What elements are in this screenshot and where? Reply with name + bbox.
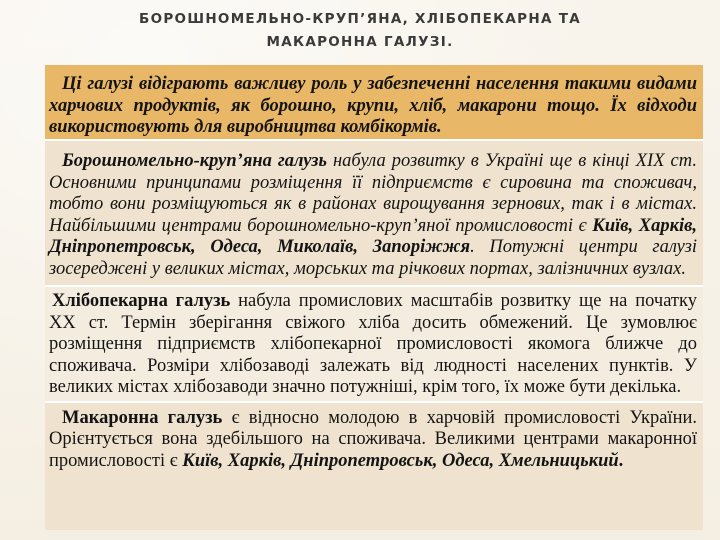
table-row-bakery: [45, 285, 703, 401]
bakery-description: набула промислових масштабів розвитку ще на початку XX ст. Термін зберігання свіжого хліба досить обмежений. Це зумовлює розміщення підприємств хлібопекарної промисловості якомога ближче до споживача. Розміри хлібозаводі залежать від людності населених пунктів. У великих містах хлібозаводи значно потужніші, крім того, їх може бути декілька.: [49, 291, 697, 397]
table-row-pasta: [45, 401, 703, 531]
slide-title-line-1: БОРОШНОМЕЛЬНО-КРУП’ЯНА, ХЛІБОПЕКАРНА ТА: [139, 11, 581, 27]
content-table: [45, 65, 703, 530]
table-row-intro: [45, 65, 703, 139]
flour-cereal-description-end: . Потужні центри галузі зосереджені у великих містах, морських та річкових портах, залізничних вузлах.: [49, 237, 697, 279]
slide-title-line-2: МАКАРОННА ГАЛУЗІ.: [266, 34, 454, 50]
flour-cereal-description: набула розвитку в Україні ще в кінці XIX ст. Основними принципами розміщення її підприємств є сировина та споживач, тобто вони розміщуються як в районах вирощування зернових, так і в містах. Найбільшими центрами борошномельно-круп’яної промисловості є: [49, 151, 697, 236]
flour-cereal-term: Борошномельно-круп’яна галузь: [62, 151, 327, 171]
pasta-term: Макаронна галузь: [62, 407, 223, 428]
pasta-description: є відносно молодою в харчовій промисловості України. Орієнтується вона здебільшого на споживача. Великими центрами макаронної промисловості є: [49, 407, 697, 471]
intro-text: Ці галузі відіграють важливу роль у забезпеченні населення такими видами харчових продуктів, як борошно, крупи, хліб, макарони тощо. Їх відходи використовують для виробництва комбікормів.: [49, 74, 697, 137]
pasta-cities: Київ, Харків, Дніпропетровськ, Одеса, Хмельницький: [182, 450, 619, 471]
table-row-flour-cereal: [45, 139, 703, 285]
slide-title: [0, 8, 720, 54]
flour-cereal-cities: Київ, Харків, Дніпропетровськ, Одеса, Миколаїв, Запоріжжя: [49, 215, 698, 257]
bakery-term: Хлібопекарна галузь: [52, 291, 231, 311]
pasta-final-period: .: [618, 450, 624, 471]
